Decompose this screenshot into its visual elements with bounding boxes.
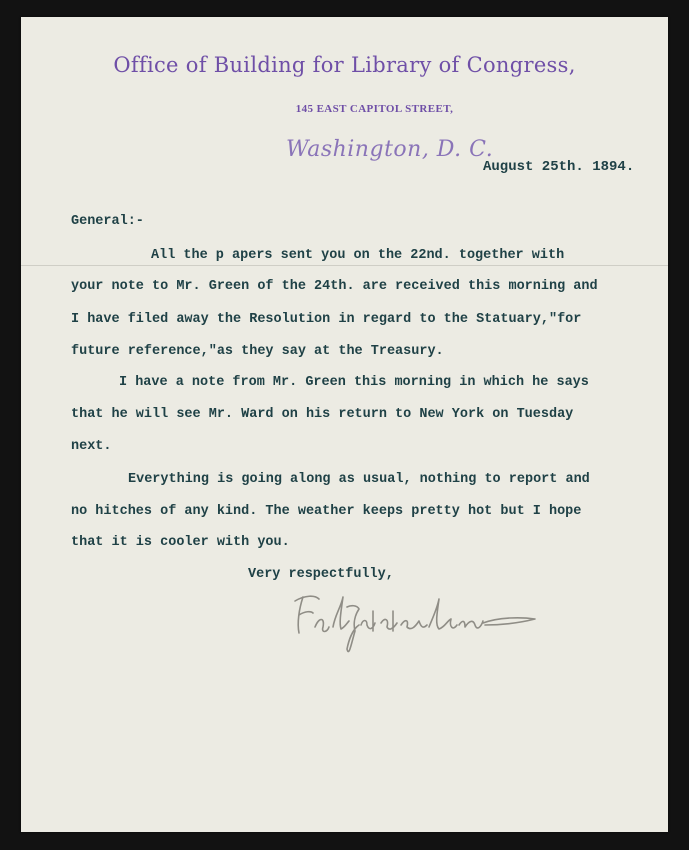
letter-date: August 25th. 1894.: [483, 159, 635, 175]
body-line-5: I have a note from Mr. Green this morning in which he says: [119, 375, 589, 390]
body-line-10: that it is cooler with you.: [71, 535, 290, 550]
body-line-3: I have filed away the Resolution in regard to the Statuary,"for: [71, 312, 582, 327]
closing: Very respectfully,: [248, 567, 394, 582]
salutation: General:-: [71, 214, 144, 229]
letterhead-address: 145 EAST CAPITOL STREET,: [295, 103, 454, 115]
body-line-9: no hitches of any kind. The weather keeps pretty hot but I hope: [71, 504, 582, 519]
body-line-7: next.: [71, 439, 112, 454]
body-line-8: Everything is going along as usual, nothing to report and: [128, 472, 590, 487]
letter-page: [21, 17, 668, 832]
place-heading: Washington, D. C.: [286, 137, 494, 162]
handwritten-signature: [289, 587, 539, 667]
paper-fold-line: [21, 265, 668, 266]
body-line-6: that he will see Mr. Ward on his return to New York on Tuesday: [71, 407, 574, 422]
body-line-4: future reference,"as they say at the Treasury.: [71, 344, 444, 359]
body-line-1: All the p apers sent you on the 22nd. together with: [151, 248, 565, 263]
letterhead-title: Office of Building for Library of Congress,: [113, 53, 576, 77]
body-line-2: your note to Mr. Green of the 24th. are received this morning and: [71, 279, 598, 294]
